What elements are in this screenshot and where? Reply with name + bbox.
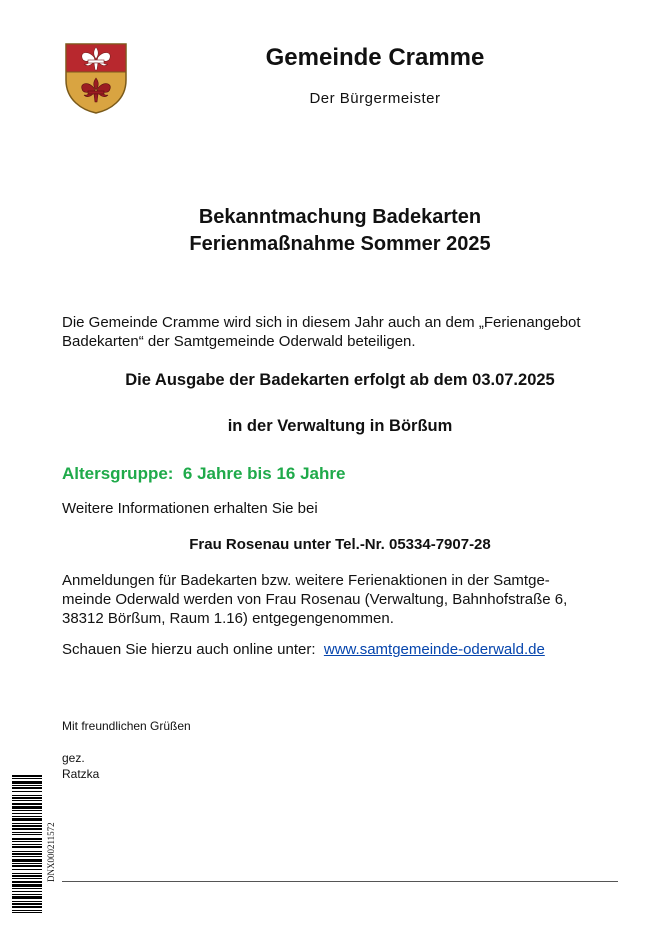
barcode-bar <box>12 856 42 857</box>
barcode-bar <box>12 878 42 879</box>
closing-greeting: Mit freundlichen Grüßen <box>62 719 191 733</box>
coat-of-arms-logo <box>64 42 128 114</box>
barcode-bar <box>12 888 42 889</box>
barcode-bar <box>12 825 42 827</box>
barcode-bar <box>12 863 42 864</box>
barcode-bar <box>12 903 42 905</box>
announcement-title <box>60 204 620 258</box>
barcode-bar <box>12 859 42 862</box>
barcode-bar <box>12 838 42 840</box>
mayor-subtitle: Der Bürgermeister <box>309 90 441 107</box>
barcode-bar <box>12 869 42 870</box>
barcode-bar <box>12 894 42 895</box>
barcode-bar <box>12 873 42 874</box>
barcode-bar <box>12 834 42 835</box>
barcode-bar <box>12 816 42 817</box>
barcode-bar <box>12 785 42 786</box>
online-hint <box>62 641 545 658</box>
barcode-bar <box>12 828 42 830</box>
registration-line-1: Anmeldungen für Badekarten bzw. weitere Ferienaktionen in der Samtge- <box>62 572 550 589</box>
barcode-bar <box>12 800 42 801</box>
signatory-name: Ratzka <box>62 767 100 781</box>
barcode-bar <box>12 797 42 799</box>
barcode <box>12 775 42 915</box>
distribution-location: in der Verwaltung in Börßum <box>227 417 453 435</box>
barcode-bar <box>12 881 42 883</box>
barcode-bar <box>12 795 42 796</box>
barcode-bar <box>12 841 42 842</box>
barcode-bar <box>12 853 42 855</box>
document-id: DNX000211572 <box>46 822 56 882</box>
barcode-bar <box>12 803 42 805</box>
barcode-bar <box>12 901 42 902</box>
announcement-title-line-1: Bekanntmachung Badekarten <box>198 206 482 228</box>
more-info-text: Weitere Informationen erhalten Sie bei <box>62 500 318 517</box>
barcode-bar <box>12 775 42 777</box>
barcode-bar <box>12 778 42 779</box>
barcode-bar <box>12 906 42 908</box>
barcode-bar <box>12 875 42 877</box>
age-group: Altersgruppe: 6 Jahre bis 16 Jahre <box>62 464 346 483</box>
barcode-bar <box>12 910 42 911</box>
contact-line: Frau Rosenau unter Tel.-Nr. 05334-7907-28 <box>189 536 491 553</box>
announcement-title-line-2: Ferienmaßnahme Sommer 2025 <box>189 233 491 255</box>
barcode-bar <box>12 787 42 789</box>
barcode-bar <box>12 810 42 811</box>
barcode-bar <box>12 844 42 845</box>
signed-abbrev: gez. <box>62 751 85 765</box>
barcode-bar <box>12 823 42 824</box>
intro-paragraph: Die Gemeinde Cramme wird sich in diesem Jahr auch an dem „Ferienangebot Badekarten“ der Samtgemeinde Oderwald beteiligen. <box>62 314 581 350</box>
barcode-bar <box>12 818 42 821</box>
organization-name: Gemeinde Cramme <box>265 44 485 71</box>
footer-divider <box>62 881 618 882</box>
barcode-bar <box>12 912 42 913</box>
website-link[interactable]: www.samtgemeinde-oderwald.de <box>323 641 545 658</box>
barcode-bar <box>12 896 42 899</box>
online-prefix: Schauen Sie hierzu auch online unter: <box>62 641 316 658</box>
barcode-bar <box>12 891 42 892</box>
barcode-bar <box>12 791 42 792</box>
barcode-bar <box>12 832 42 833</box>
barcode-bar <box>12 806 42 809</box>
distribution-date: Die Ausgabe der Badekarten erfolgt ab dem 03.07.2025 <box>125 371 555 389</box>
registration-line-3: 38312 Börßum, Raum 1.16) entgegengenommen. <box>62 610 394 627</box>
barcode-bar <box>12 781 42 784</box>
barcode-bar <box>12 884 42 887</box>
registration-line-2: meinde Oderwald werden von Frau Rosenau (Verwaltung, Bahnhofstraße 6, <box>62 591 568 608</box>
barcode-bar <box>12 865 42 867</box>
barcode-bar <box>12 813 42 814</box>
document-id-container <box>44 812 56 882</box>
registration-paragraph <box>62 571 622 628</box>
barcode-bar <box>12 851 42 852</box>
barcode-bar <box>12 846 42 848</box>
